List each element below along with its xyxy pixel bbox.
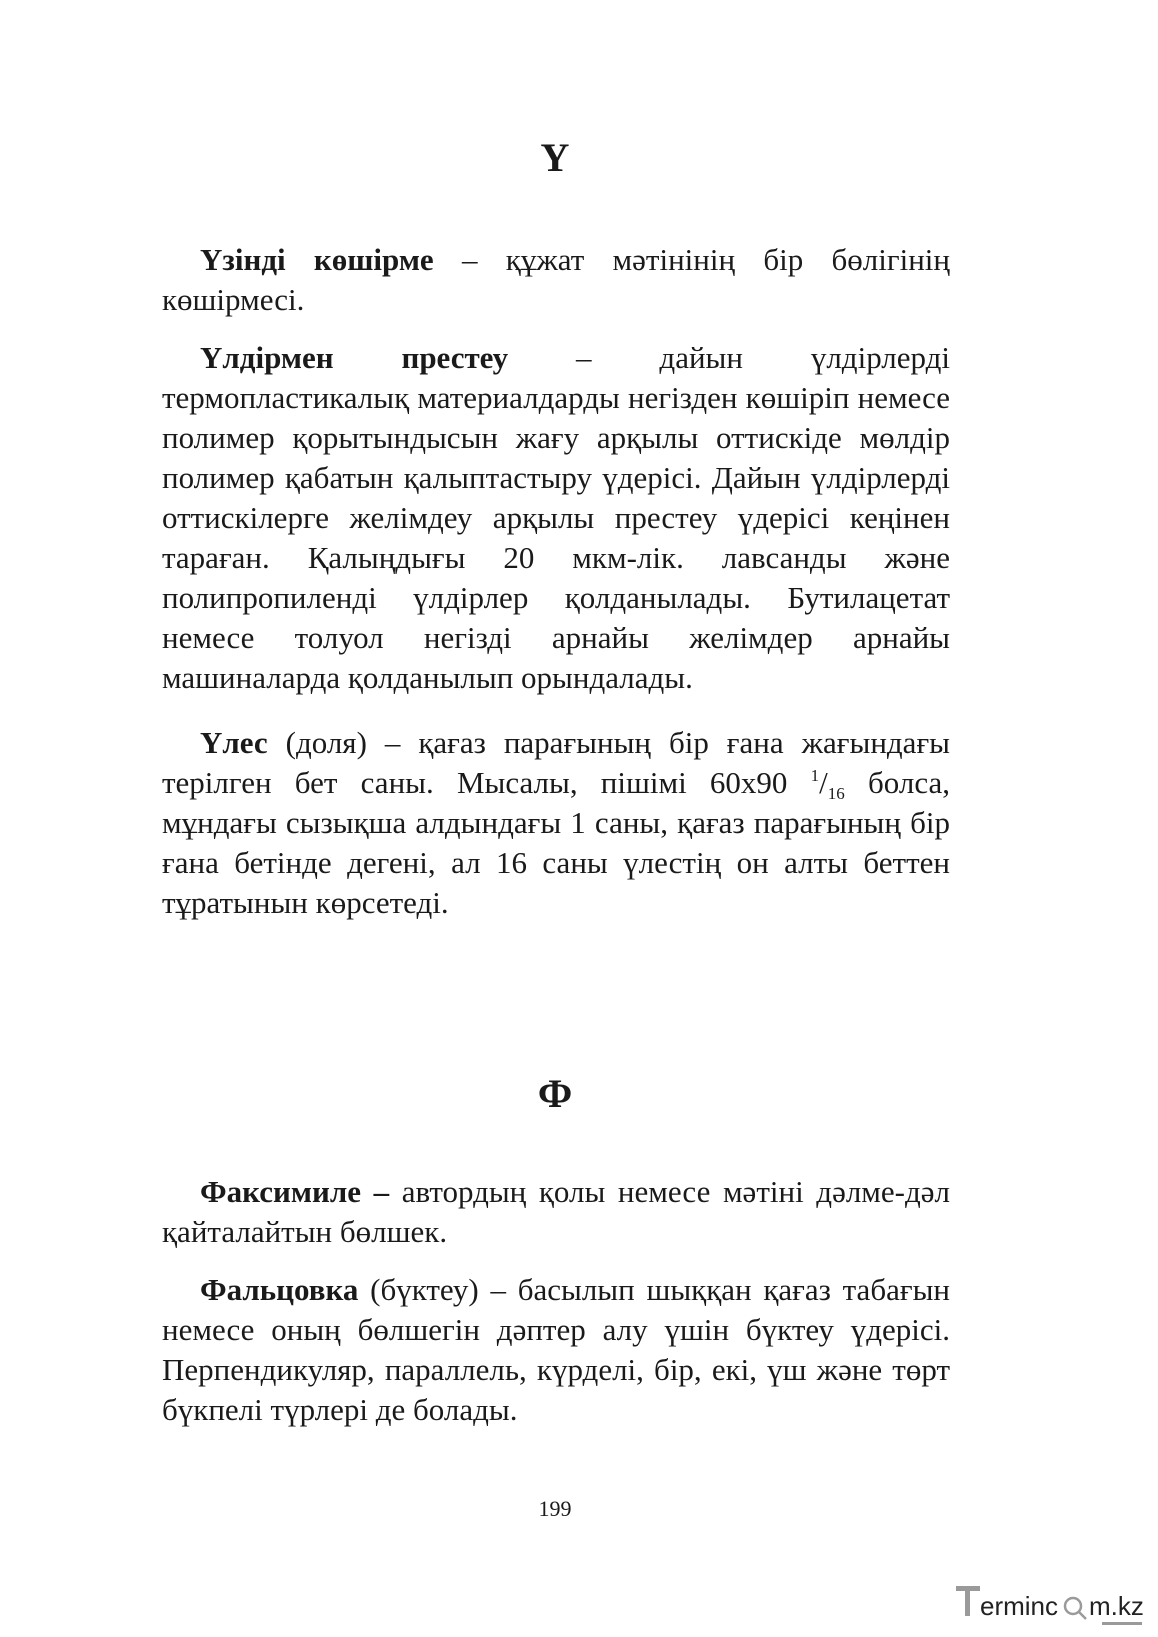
entry-definition: (доля) – қағаз парағының бір ғана жағындағы терілген бет саны. Мысалы, пішімі 60х90 <box>162 725 950 800</box>
section-letter-heading: Ф <box>537 1071 573 1116</box>
entry-definition: – дайын үлдірлерді термопластикалық материалдарды негізден көшіріп немесе полимер қорытындысын жағу арқылы оттискіде мөлдір полимер қабатын қалыптастыру үдерісі. Дайын үлдірлерді оттискілерге желімдеу арқылы престеу үдерісі кеңінен тараған. Қалыңдығы 20 мкм-лік. лавсанды және полипропиленді үлдірлер қолданылады. Бутилацетат немесе толуол негізді арнайы желімдер арнайы машиналарда қолданылып орындалады. <box>162 340 950 695</box>
glossary-entry <box>162 1172 950 1252</box>
page-number: 199 <box>538 1496 572 1521</box>
magnifier-icon <box>1065 1598 1086 1619</box>
svg-text:erminc: erminc <box>980 1591 1059 1621</box>
glossary-entry <box>162 1270 950 1430</box>
entry-term: Фальцовка <box>200 1272 359 1307</box>
entry-term: Факсимиле – <box>200 1174 390 1209</box>
fraction-numerator: 1 <box>810 766 820 785</box>
termincom-watermark-logo <box>952 1580 1152 1630</box>
entry-term: Үзінді көшірме <box>200 242 434 277</box>
entry-definition: (бүктеу) – басылып шыққан қағаз табағын немесе оның бөлшегін дәптер алу үшін бүктеу үдерісі. Перпендикуляр, параллель, күрделі, бір, екі, үш және төрт бүкпелі түрлері де болады. <box>162 1272 950 1427</box>
entry-definition-continued: болса, мұндағы сызықша алдындағы 1 саны, қағаз парағының бір ғана бетінде дегені, ал 16 саны үлестің он алты беттен тұратынын көрсетеді. <box>162 765 951 920</box>
svg-text:m.kz: m.kz <box>1089 1591 1144 1621</box>
glossary-entry <box>162 723 950 923</box>
fraction-denominator: 16 <box>827 784 845 803</box>
section-letter-heading: Ү <box>540 135 570 180</box>
fraction-separator: / <box>819 765 828 800</box>
glossary-entry <box>162 338 950 698</box>
entry-term: Үлдірмен престеу <box>200 340 509 375</box>
entry-definition: – құжат мәтінінің бір бөлігінің көшірмесі. <box>162 242 950 317</box>
entry-definition: автордың қолы немесе мәтіні дәлме-дәл қайталайтын бөлшек. <box>162 1174 950 1249</box>
entry-term: Үлес <box>200 725 268 760</box>
fraction <box>810 765 845 803</box>
glossary-entry <box>162 240 950 320</box>
